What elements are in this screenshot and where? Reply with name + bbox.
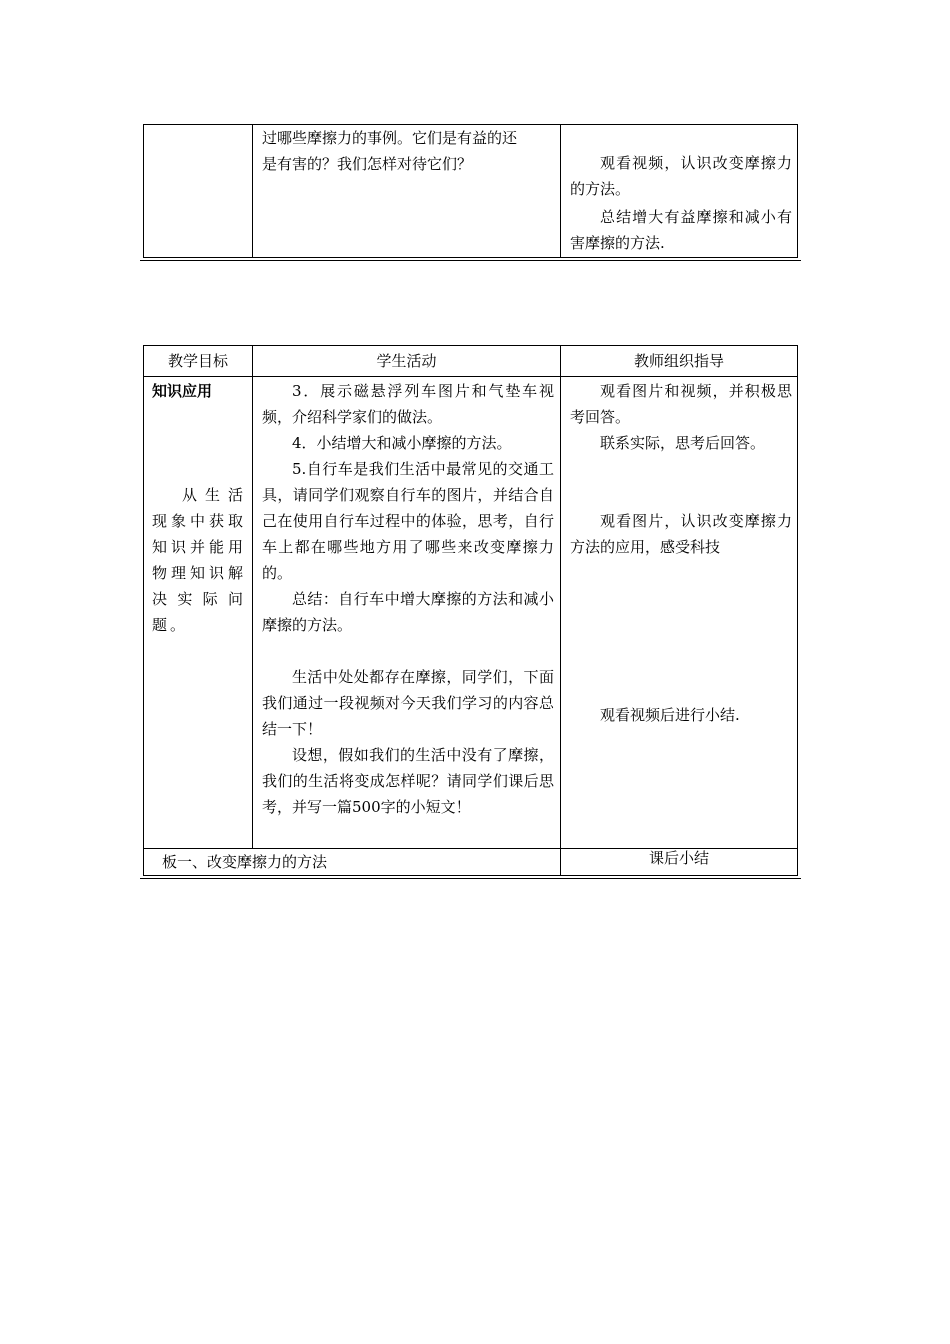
teacher-paragraph: 观看图片，认识改变摩擦力方法的应用，感受科技 (570, 512, 792, 556)
student-activity-cell (262, 378, 554, 820)
table1-student-cell (262, 125, 554, 177)
goal-text: 从生活现象中获取知识并能用物理知识解决实际问题。 (152, 486, 246, 634)
goal-cell (152, 378, 246, 638)
table1-student-line: 过哪些摩擦力的事例。它们是有益的还 (262, 129, 518, 147)
student-paragraph: 生活中处处都存在摩擦，同学们，下面我们通过一段视频对今天我们学习的内容总结一下！ (262, 668, 554, 738)
table1-teacher-paragraph: 总结增大有益摩擦和减小有害摩擦的方法. (570, 208, 792, 252)
teaching-table (143, 345, 798, 876)
table1-teacher-paragraph: 观看视频，认识改变摩擦力的方法。 (570, 154, 792, 198)
teacher-guidance-cell (570, 378, 792, 728)
table1-student-line: 是有害的？我们怎样对待它们？ (262, 155, 473, 173)
header-student-activity: 学生活动 (376, 352, 437, 370)
goal-title: 知识应用 (152, 382, 213, 400)
table-continuation (143, 124, 798, 258)
student-paragraph: 总结：自行车中增大摩擦的方法和减小摩擦的方法。 (262, 590, 554, 634)
header-teacher-guidance: 教师组织指导 (633, 352, 724, 370)
table1-teacher-cell (570, 150, 792, 256)
student-paragraph: 5.自行车是我们生活中最常见的交通工具，请同学们观察自行车的图片，并结合自己在使用自行车过程中的体验，思考，自行车上都在哪些地方用了哪些来改变摩擦力的。 (262, 460, 554, 582)
teacher-paragraph: 观看视频后进行小结. (600, 706, 740, 724)
board-title: 板一、改变摩擦力的方法 (162, 853, 328, 871)
student-paragraph: 4．小结增大和减小摩擦的方法。 (292, 434, 512, 452)
teacher-paragraph: 观看图片和视频，并积极思考回答。 (570, 382, 792, 426)
student-paragraph: 3．展示磁悬浮列车图片和气垫车视频，介绍科学家们的做法。 (262, 382, 554, 426)
teacher-paragraph: 联系实际，思考后回答。 (600, 434, 766, 452)
after-class-summary: 课后小结 (648, 849, 709, 867)
student-paragraph: 设想，假如我们的生活中没有了摩擦，我们的生活将变成怎样呢？请同学们课后思考，并写一篇500字的小短文！ (262, 746, 554, 816)
header-teaching-goal: 教学目标 (167, 352, 228, 370)
